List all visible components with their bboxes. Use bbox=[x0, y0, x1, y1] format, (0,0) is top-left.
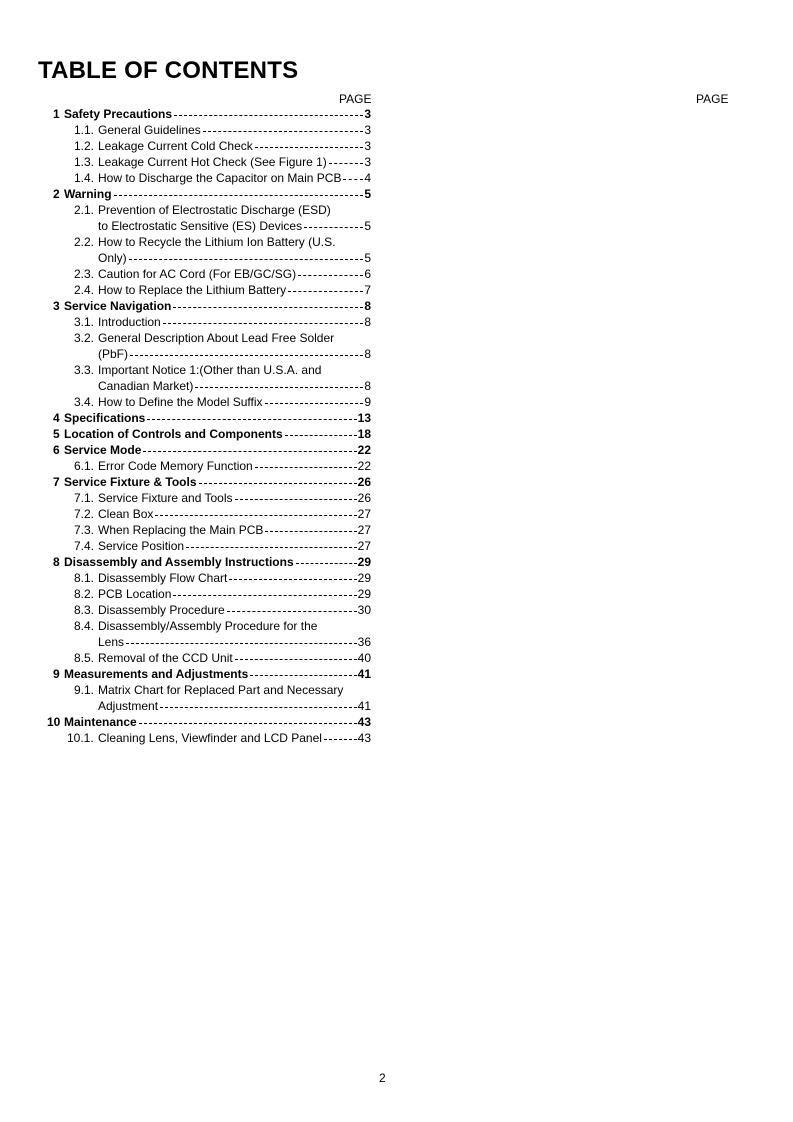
toc-subsection-row bbox=[0, 282, 793, 298]
toc-entry-number: 10 bbox=[47, 715, 61, 729]
toc-entry-number: 6.1. bbox=[74, 459, 95, 473]
toc-section-row bbox=[0, 186, 793, 202]
toc-page-number: 3 bbox=[364, 107, 371, 121]
toc-subsection-row bbox=[0, 122, 793, 138]
toc-entry-title: How to Recycle the Lithium Ion Battery (U.S. bbox=[98, 235, 336, 249]
toc-entry-number: 8 bbox=[53, 555, 60, 569]
toc-page-number: 22 bbox=[357, 443, 371, 457]
toc-section-row bbox=[0, 106, 793, 122]
toc-entry-title: Safety Precautions bbox=[64, 107, 173, 121]
toc-section-row bbox=[0, 410, 793, 426]
toc-leader bbox=[172, 298, 371, 314]
leader-dots bbox=[288, 291, 363, 292]
toc-entry-number: 9.1. bbox=[74, 683, 95, 697]
toc-page-number: 29 bbox=[357, 555, 371, 569]
toc-leader bbox=[297, 266, 371, 282]
toc-entry-title: How to Define the Model Suffix bbox=[98, 395, 263, 409]
toc-page-number: 9 bbox=[364, 395, 371, 409]
toc-entry-number: 5 bbox=[53, 427, 60, 441]
toc-entry-number: 2.3. bbox=[74, 267, 95, 281]
toc-page-number: 6 bbox=[364, 267, 371, 281]
leader-dots bbox=[250, 675, 356, 676]
toc-subsection-row bbox=[0, 202, 793, 218]
toc-subsection-row bbox=[0, 138, 793, 154]
toc-entry-number: 9 bbox=[53, 667, 60, 681]
toc-entry-number: 8.2. bbox=[74, 587, 95, 601]
toc-entry-number: 8.3. bbox=[74, 603, 95, 617]
toc-subsection-row bbox=[0, 266, 793, 282]
toc-section-row bbox=[0, 298, 793, 314]
toc-subsection-row bbox=[0, 634, 793, 650]
leader-dots bbox=[235, 499, 357, 500]
toc-page-number: 3 bbox=[364, 139, 371, 153]
toc-entry-title: Prevention of Electrostatic Discharge (ESD) bbox=[98, 203, 331, 217]
toc-leader bbox=[328, 154, 371, 170]
toc-leader bbox=[162, 314, 371, 330]
toc-entry-title: Error Code Memory Function bbox=[98, 459, 253, 473]
toc-leader bbox=[128, 250, 371, 266]
toc-section-row bbox=[0, 426, 793, 442]
toc-page-number: 8 bbox=[364, 299, 371, 313]
toc-entry-number: 3.2. bbox=[74, 331, 95, 345]
toc-leader bbox=[146, 410, 371, 426]
toc-entry-title: Service Fixture and Tools bbox=[98, 491, 233, 505]
toc-page-number: 13 bbox=[357, 411, 371, 425]
toc-entry-title: Adjustment bbox=[98, 699, 159, 713]
toc-section-row bbox=[0, 714, 793, 730]
leader-dots bbox=[304, 227, 363, 228]
toc-page-number: 8 bbox=[364, 315, 371, 329]
toc-subsection-row bbox=[0, 314, 793, 330]
toc-page-number: 27 bbox=[357, 523, 371, 537]
toc-leader bbox=[249, 666, 371, 682]
leader-dots bbox=[114, 195, 364, 196]
toc-page-number: 26 bbox=[357, 475, 371, 489]
toc-entry-title: When Replacing the Main PCB bbox=[98, 523, 264, 537]
leader-dots bbox=[235, 659, 357, 660]
toc-page-number: 41 bbox=[357, 667, 371, 681]
leader-dots bbox=[255, 467, 357, 468]
toc-page-number: 36 bbox=[357, 635, 371, 649]
leader-dots bbox=[265, 531, 356, 532]
toc-entry-title: Service Navigation bbox=[64, 299, 172, 313]
leader-dots bbox=[265, 403, 364, 404]
toc-entry-title: General Description About Lead Free Solder bbox=[98, 331, 335, 345]
toc-entry-number: 1 bbox=[53, 107, 60, 121]
toc-subsection-row bbox=[0, 730, 793, 746]
toc-entry-title: Matrix Chart for Replaced Part and Necessary bbox=[98, 683, 344, 697]
toc-subsection-row bbox=[0, 154, 793, 170]
leader-dots bbox=[298, 275, 363, 276]
toc-subsection-row bbox=[0, 458, 793, 474]
toc-entry-title: Location of Controls and Components bbox=[64, 427, 283, 441]
toc-entry-number: 3.1. bbox=[74, 315, 95, 329]
toc-page-number: 43 bbox=[357, 715, 371, 729]
toc-subsection-row bbox=[0, 682, 793, 698]
toc-page-number: 29 bbox=[357, 571, 371, 585]
toc-subsection-row bbox=[0, 618, 793, 634]
toc-leader bbox=[173, 106, 371, 122]
toc-leader bbox=[154, 506, 371, 522]
toc-entry-title: Disassembly/Assembly Procedure for the bbox=[98, 619, 318, 633]
toc-entry-number: 2.1. bbox=[74, 203, 95, 217]
toc-entry-title: to Electrostatic Sensitive (ES) Devices bbox=[98, 219, 303, 233]
toc-subsection-row bbox=[0, 362, 793, 378]
toc-subsection-row bbox=[0, 218, 793, 234]
toc-entry-title: PCB Location bbox=[98, 587, 172, 601]
toc-entry-number: 8.5. bbox=[74, 651, 95, 665]
leader-dots bbox=[255, 147, 364, 148]
toc-leader bbox=[264, 522, 371, 538]
toc-subsection-row bbox=[0, 602, 793, 618]
toc-subsection-row bbox=[0, 506, 793, 522]
toc-leader bbox=[113, 186, 371, 202]
toc-leader bbox=[295, 554, 371, 570]
toc-subsection-row bbox=[0, 330, 793, 346]
toc-leader bbox=[254, 458, 371, 474]
toc-entry-title: Introduction bbox=[98, 315, 161, 329]
toc-page-number: 27 bbox=[357, 539, 371, 553]
leader-dots bbox=[186, 547, 357, 548]
leader-dots bbox=[173, 307, 363, 308]
toc-leader bbox=[323, 730, 371, 746]
toc-entry-title: Leakage Current Cold Check bbox=[98, 139, 253, 153]
leader-dots bbox=[199, 483, 357, 484]
toc-page-number: 27 bbox=[357, 507, 371, 521]
leader-dots bbox=[155, 515, 356, 516]
toc-entry-number: 1.3. bbox=[74, 155, 95, 169]
toc-subsection-row bbox=[0, 490, 793, 506]
toc-page-number: 30 bbox=[357, 603, 371, 617]
toc-page-number: 7 bbox=[364, 283, 371, 297]
toc-leader bbox=[264, 394, 371, 410]
toc-entry-title: Removal of the CCD Unit bbox=[98, 651, 233, 665]
toc-leader bbox=[303, 218, 371, 234]
toc-section-row bbox=[0, 442, 793, 458]
leader-dots bbox=[143, 451, 356, 452]
toc-section-row bbox=[0, 474, 793, 490]
toc-leader bbox=[234, 650, 371, 666]
toc-page-number: 8 bbox=[364, 347, 371, 361]
toc-entry-number: 7.1. bbox=[74, 491, 95, 505]
leader-dots bbox=[343, 179, 363, 180]
leader-dots bbox=[195, 387, 363, 388]
toc-leader bbox=[129, 346, 371, 362]
page-column-header-left: PAGE bbox=[339, 92, 372, 106]
toc-subsection-row bbox=[0, 586, 793, 602]
toc-entry-number: 2.2. bbox=[74, 235, 95, 249]
toc-entry-title: Disassembly and Assembly Instructions bbox=[64, 555, 294, 569]
toc-subsection-row bbox=[0, 378, 793, 394]
toc-entry-number: 7 bbox=[53, 475, 60, 489]
toc-page-number: 5 bbox=[364, 187, 371, 201]
toc-subsection-row bbox=[0, 346, 793, 362]
toc-entry-title: How to Replace the Lithium Battery bbox=[98, 283, 287, 297]
toc-page-number: 3 bbox=[364, 123, 371, 137]
toc-entry-number: 2 bbox=[53, 187, 60, 201]
toc-leader bbox=[142, 442, 371, 458]
leader-dots bbox=[229, 579, 356, 580]
toc-leader bbox=[254, 138, 371, 154]
toc-leader bbox=[185, 538, 371, 554]
toc-leader bbox=[228, 570, 371, 586]
toc-entry-number: 4 bbox=[53, 411, 60, 425]
toc-subsection-row bbox=[0, 394, 793, 410]
toc-entry-title: Service Fixture & Tools bbox=[64, 475, 197, 489]
toc-page-number: 41 bbox=[357, 699, 371, 713]
toc-page-number: 26 bbox=[357, 491, 371, 505]
toc-entry-title: Service Mode bbox=[64, 443, 142, 457]
toc-page-number: 18 bbox=[357, 427, 371, 441]
toc-entry-number: 8.1. bbox=[74, 571, 95, 585]
toc-entry-title: Caution for AC Cord (For EB/GC/SG) bbox=[98, 267, 297, 281]
toc-entry-title: Cleaning Lens, Viewfinder and LCD Panel bbox=[98, 731, 322, 745]
toc-subsection-row bbox=[0, 522, 793, 538]
toc-subsection-row bbox=[0, 538, 793, 554]
toc-entry-number: 7.3. bbox=[74, 523, 95, 537]
leader-dots bbox=[126, 643, 357, 644]
toc-subsection-row bbox=[0, 698, 793, 714]
toc-page-number: 40 bbox=[357, 651, 371, 665]
toc-leader bbox=[226, 602, 371, 618]
leader-dots bbox=[139, 723, 357, 724]
toc-entry-number: 3.3. bbox=[74, 363, 95, 377]
leader-dots bbox=[147, 419, 356, 420]
toc-section-row bbox=[0, 666, 793, 682]
toc-leader bbox=[198, 474, 372, 490]
toc-entry-title: Canadian Market) bbox=[98, 379, 194, 393]
toc-entry-title: Important Notice 1:(Other than U.S.A. and bbox=[98, 363, 322, 377]
toc-entry-number: 7.2. bbox=[74, 507, 95, 521]
toc-entry-title: Measurements and Adjustments bbox=[64, 667, 249, 681]
toc-entry-number: 7.4. bbox=[74, 539, 95, 553]
toc-section-row bbox=[0, 554, 793, 570]
toc-entry-number: 10.1. bbox=[67, 731, 94, 745]
toc-entry-number: 1.2. bbox=[74, 139, 95, 153]
leader-dots bbox=[329, 163, 364, 164]
toc-entry-number: 3.4. bbox=[74, 395, 95, 409]
leader-dots bbox=[173, 595, 356, 596]
leader-dots bbox=[227, 611, 357, 612]
toc-leader bbox=[125, 634, 371, 650]
leader-dots bbox=[296, 563, 357, 564]
leader-dots bbox=[324, 739, 357, 740]
footer-page-number: 2 bbox=[379, 1071, 386, 1085]
toc-page-number: 5 bbox=[364, 251, 371, 265]
leader-dots bbox=[203, 131, 364, 132]
toc-page-number: 5 bbox=[364, 219, 371, 233]
toc-entry-title: Clean Box bbox=[98, 507, 154, 521]
toc-entry-number: 6 bbox=[53, 443, 60, 457]
toc-entry-title: Maintenance bbox=[64, 715, 137, 729]
toc-page-number: 3 bbox=[364, 155, 371, 169]
toc-entry-title: Disassembly Procedure bbox=[98, 603, 225, 617]
toc-entry-title: Leakage Current Hot Check (See Figure 1) bbox=[98, 155, 327, 169]
toc-leader bbox=[287, 282, 371, 298]
toc-leader bbox=[202, 122, 371, 138]
leader-dots bbox=[130, 355, 363, 356]
toc-leader bbox=[284, 426, 371, 442]
toc-leader bbox=[194, 378, 371, 394]
toc-entry-title: (PbF) bbox=[98, 347, 128, 361]
leader-dots bbox=[163, 323, 364, 324]
toc-subsection-row bbox=[0, 650, 793, 666]
toc-entry-title: General Guidelines bbox=[98, 123, 201, 137]
leader-dots bbox=[174, 115, 363, 116]
leader-dots bbox=[285, 435, 357, 436]
toc-page-number: 43 bbox=[357, 731, 371, 745]
toc-entry-number: 8.4. bbox=[74, 619, 95, 633]
toc-leader bbox=[342, 170, 371, 186]
toc-leader bbox=[159, 698, 371, 714]
toc-subsection-row bbox=[0, 250, 793, 266]
toc-leader bbox=[172, 586, 371, 602]
toc-page-number: 8 bbox=[364, 379, 371, 393]
toc-entry-title: Only) bbox=[98, 251, 127, 265]
leader-dots bbox=[160, 707, 357, 708]
toc-subsection-row bbox=[0, 170, 793, 186]
toc-page-number: 22 bbox=[357, 459, 371, 473]
toc-subsection-row bbox=[0, 234, 793, 250]
toc-entry-number: 1.1. bbox=[74, 123, 95, 137]
toc-entry-number: 2.4. bbox=[74, 283, 95, 297]
toc-leader bbox=[234, 490, 371, 506]
toc-entry-title: Specifications bbox=[64, 411, 146, 425]
toc-page-number: 4 bbox=[364, 171, 371, 185]
page-column-header-right: PAGE bbox=[696, 92, 729, 106]
toc-entry-number: 3 bbox=[53, 299, 60, 313]
toc-entry-title: Warning bbox=[64, 187, 112, 201]
toc-entry-title: Lens bbox=[98, 635, 125, 649]
toc-entry-number: 1.4. bbox=[74, 171, 95, 185]
toc-subsection-row bbox=[0, 570, 793, 586]
toc-entry-title: Disassembly Flow Chart bbox=[98, 571, 228, 585]
toc-entry-title: Service Position bbox=[98, 539, 185, 553]
toc-leader bbox=[138, 714, 371, 730]
leader-dots bbox=[129, 259, 364, 260]
toc-entry-title: How to Discharge the Capacitor on Main PCB bbox=[98, 171, 342, 185]
page-title: TABLE OF CONTENTS bbox=[38, 57, 299, 84]
toc-page-number: 29 bbox=[357, 587, 371, 601]
